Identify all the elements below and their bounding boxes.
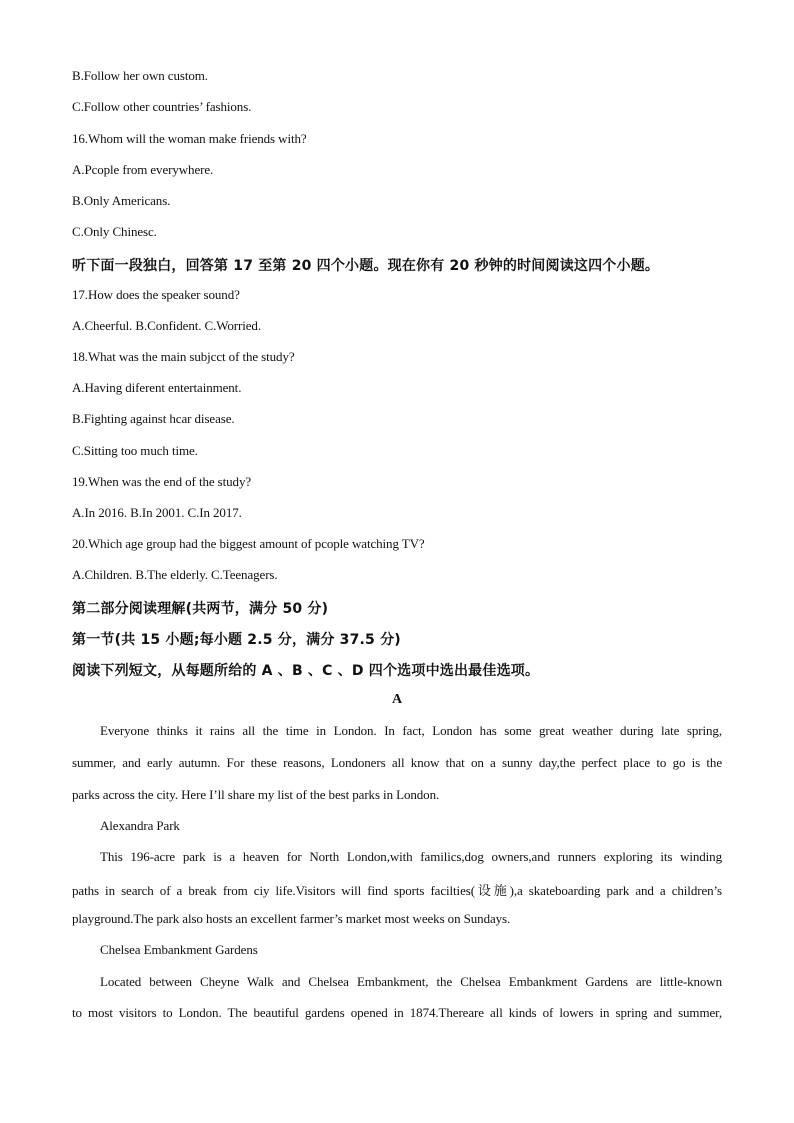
question-17: 17.How does the speaker sound?: [72, 287, 240, 302]
question-16: 16.Whom will the woman make friends with?: [72, 131, 307, 146]
chelsea-paragraph-line-1: Located between Cheyne Walk and Chelsea Embankment, the Chelsea Embankment Gardens are little-known: [100, 974, 722, 989]
passage-label: A: [391, 692, 402, 707]
alexandra-paragraph-line-2: paths in search of a break from ciy life.Visitors will find sports facilties(设施),a skateboarding park and a children’s: [72, 883, 722, 898]
option-15c: C.Follow other countries’ fashions.: [72, 99, 252, 114]
part-two-heading: 第二部分阅读理解(共两节，满分 50 分): [72, 601, 329, 617]
question-18: 18.What was the main subjcct of the study?: [72, 349, 295, 364]
option-18a: A.Having diferent entertainment.: [72, 380, 242, 395]
alexandra-paragraph-line-1: This 196-acre park is a heaven for North London,with familics,dog owners,and runners exploring its winding: [100, 849, 722, 864]
option-16c: C.Only Chinesc.: [72, 224, 157, 239]
passage-paragraph-1-line-3: parks across the city. Here I’ll share my list of the best parks in London.: [72, 787, 440, 802]
option-18c: C.Sitting too much time.: [72, 443, 198, 458]
passage-paragraph-1-line-2: summer, and early autumn. For these reasons, Londoners all know that on a sunny day,the perfect place to go is the: [72, 755, 722, 770]
monologue-instruction: 听下面一段独白，回答第 17 至第 20 四个小题。现在你有 20 秒钟的时间阅读这四个小题。: [72, 258, 660, 274]
option-15b: B.Follow her own custom.: [72, 68, 208, 83]
option-16b: B.Only Americans.: [72, 193, 171, 208]
chelsea-paragraph-line-2: to most visitors to London. The beautiful gardens opened in 1874.Thereare all kinds of lowers in spring and summer,: [72, 1005, 722, 1020]
passage-paragraph-1-line-1: Everyone thinks it rains all the time in London. In fact, London has some great weather during late spring,: [100, 723, 722, 738]
option-18b: B.Fighting against hcar disease.: [72, 411, 235, 426]
option-16a: A.Pcople from everywhere.: [72, 162, 214, 177]
options-20: A.Children. B.The elderly. C.Teenagers.: [72, 567, 278, 582]
section-one-heading: 第一节(共 15 小题;每小题 2.5 分，满分 37.5 分): [72, 632, 401, 648]
alexandra-park-heading: Alexandra Park: [100, 818, 180, 833]
alexandra-paragraph-line-3: playground.The park also hosts an excellent farmer’s market most weeks on Sundays.: [72, 911, 511, 926]
question-19: 19.When was the end of the study?: [72, 474, 252, 489]
question-20: 20.Which age group had the biggest amount of pcople watching TV?: [72, 536, 425, 551]
chelsea-gardens-heading: Chelsea Embankment Gardens: [100, 942, 258, 957]
reading-instruction: 阅读下列短文，从每题所给的 A 、B 、C 、D 四个选项中选出最佳选项。: [72, 663, 540, 679]
options-19: A.In 2016. B.In 2001. C.In 2017.: [72, 505, 242, 520]
options-17: A.Cheerful. B.Confident. C.Worried.: [72, 318, 261, 333]
